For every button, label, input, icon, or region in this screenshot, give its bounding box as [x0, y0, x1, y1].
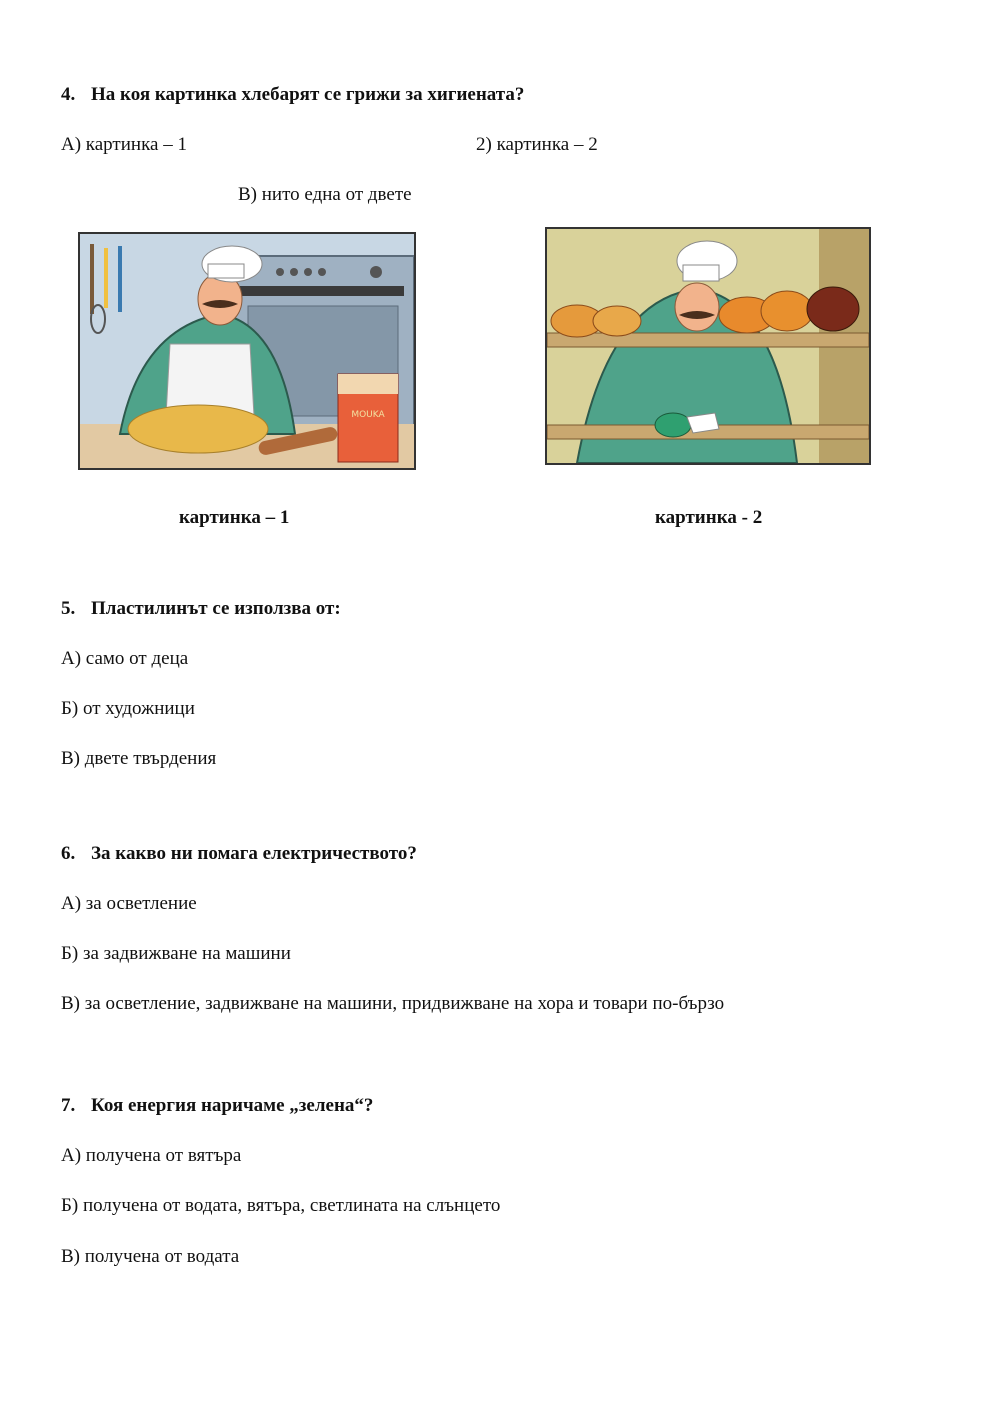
- question-7-title: [61, 1095, 373, 1117]
- question-4-text: На коя картинка хлебарят се грижи за хигиената?: [91, 84, 525, 105]
- question-6-number: 6.: [61, 843, 76, 864]
- picture-2-drawing: [547, 229, 869, 463]
- question-5-option-a[interactable]: А) само от деца: [61, 648, 189, 669]
- question-7-number: 7.: [61, 1095, 76, 1116]
- question-5-text: Пластилинът се използва от:: [91, 598, 341, 619]
- question-7-option-c[interactable]: В) получена от водата: [61, 1246, 240, 1267]
- question-6-option-c[interactable]: В) за осветление, задвижване на машини, придвижване на хора и товари по-бързо: [61, 993, 725, 1014]
- question-4-number: 4.: [61, 84, 76, 105]
- question-4-option-a[interactable]: А) картинка – 1: [61, 134, 187, 155]
- question-4-title: [61, 84, 524, 106]
- question-5-number: 5.: [61, 598, 76, 619]
- question-6-text: За какво ни помага електричеството?: [91, 843, 417, 864]
- picture-1-caption: картинка – 1: [179, 507, 290, 528]
- question-6-title: [61, 843, 417, 865]
- question-7-text: Коя енергия наричаме „зелена“?: [91, 1095, 374, 1116]
- picture-2: [545, 227, 871, 465]
- picture-1: [78, 232, 416, 470]
- question-5-option-b[interactable]: Б) от художници: [61, 698, 195, 719]
- question-7-option-a[interactable]: А) получена от вятъра: [61, 1145, 242, 1166]
- picture-1-drawing: [80, 234, 414, 468]
- flour-bag-label: MOUKA: [351, 410, 385, 420]
- question-5-option-c[interactable]: В) двете твърдения: [61, 748, 217, 769]
- question-6-option-b[interactable]: Б) за задвижване на машини: [61, 943, 291, 964]
- question-5-title: [61, 598, 341, 620]
- picture-2-caption: картинка - 2: [655, 507, 763, 528]
- question-4-option-b[interactable]: 2) картинка – 2: [476, 134, 598, 155]
- question-4-option-c[interactable]: В) нито една от двете: [238, 184, 412, 205]
- question-6-option-a[interactable]: А) за осветление: [61, 893, 197, 914]
- question-7-option-b[interactable]: Б) получена от водата, вятъра, светлината на слънцето: [61, 1195, 501, 1216]
